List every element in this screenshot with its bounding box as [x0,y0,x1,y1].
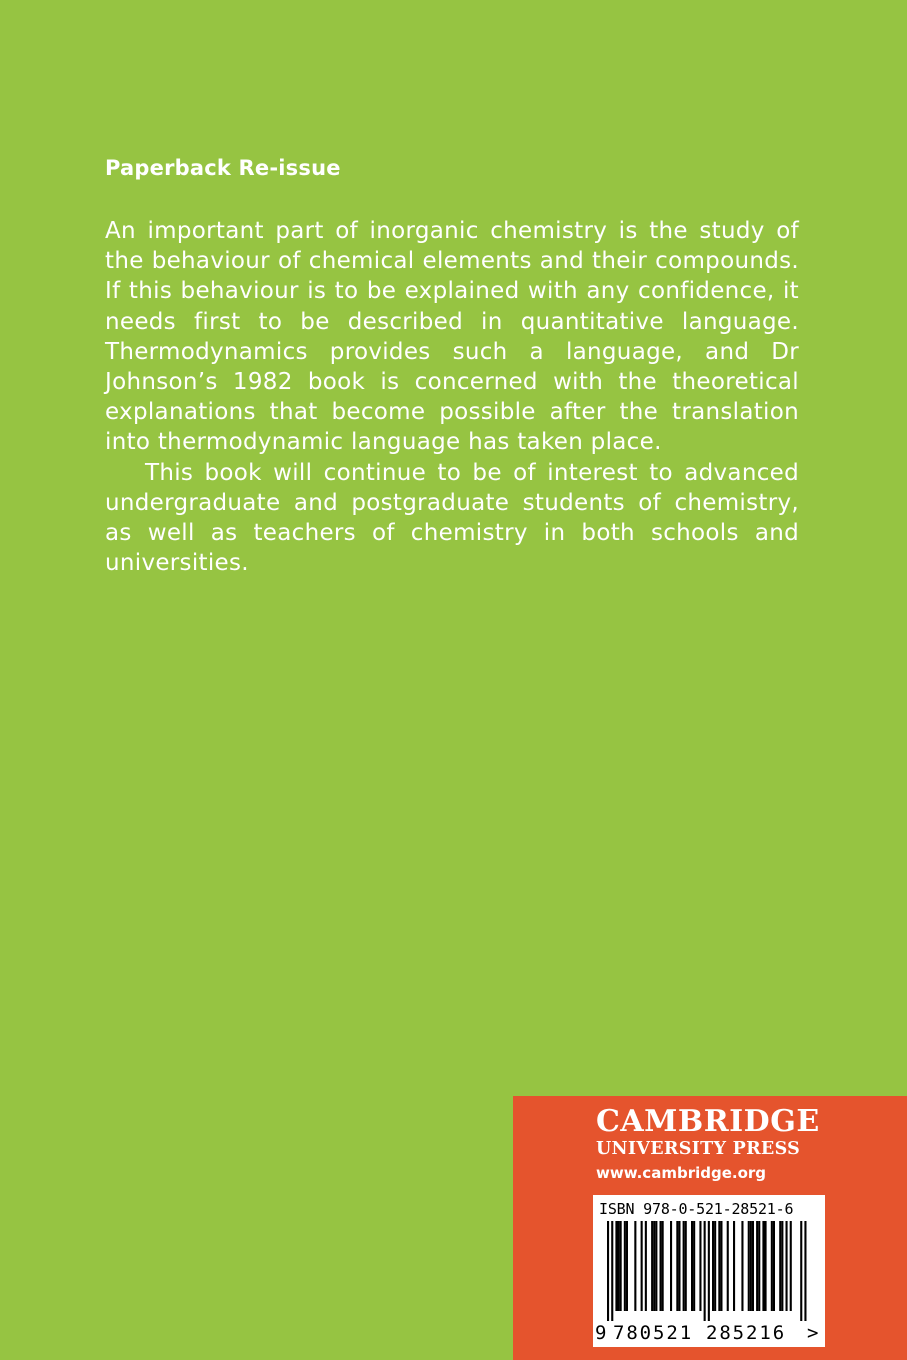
barcode-bar [748,1221,750,1311]
blurb-paragraph-1: An important part of inorganic chemistry is the study of the behaviour of chemical elements and their compounds. If this behaviour is to be explained with any confidence, it needs first to be described in quantitative language. Thermodynamics provides such a language, and Dr Johnson’s 1982 book is concerned with the theoretical explanations that become possible after the translation into thermodynamic language has taken place. [105,218,799,456]
barcode-bar [618,1221,620,1311]
barcode-bar [779,1221,781,1311]
barcode-bar [693,1221,695,1311]
barcode-bar [624,1221,626,1311]
barcode-bar [634,1221,636,1311]
barcode-bar [662,1221,664,1311]
barcode-bar [781,1221,783,1311]
barcode-bar [752,1221,754,1311]
barcode-bar [762,1221,764,1311]
barcode-bar [651,1221,653,1311]
publisher-panel [513,1096,907,1360]
barcode-bar [708,1221,710,1321]
barcode-bar [641,1221,643,1311]
barcode-bar [683,1221,685,1311]
barcode-bar [645,1221,647,1311]
barcode-bar [765,1221,767,1311]
barcode-bar [733,1221,735,1311]
publisher-logo-name: CAMBRIDGE [596,1104,820,1139]
barcode-left-group: 780521 [613,1322,694,1344]
barcode-bar [771,1221,773,1311]
barcode-bar [712,1221,714,1311]
barcode-bar [699,1221,701,1311]
barcode-bar [727,1221,729,1311]
barcode-bar [691,1221,693,1311]
barcode-bars [607,1221,811,1321]
barcode-trailing-mark: > [807,1322,819,1344]
barcode-bar [718,1221,720,1311]
barcode-right-group: 285216 [706,1322,787,1344]
barcode-bar [615,1221,617,1311]
blurb-paragraph-2: This book will continue to be of interest to advanced undergraduate and postgraduate students of chemistry, as well as teachers of chemistry in both schools and universities. [105,459,799,577]
barcode-bar [678,1221,680,1311]
barcode-bar [655,1221,657,1311]
barcode-bar [611,1221,613,1321]
barcode-bar [800,1221,802,1321]
barcode-bar [660,1221,662,1311]
barcode-bar [773,1221,775,1311]
barcode-bar [786,1221,788,1311]
barcode-bar [670,1221,672,1311]
isbn-barcode [593,1195,825,1347]
isbn-label: ISBN 978-0-521-28521-6 [599,1200,794,1218]
barcode-bar [704,1221,706,1321]
barcode-bar [714,1221,716,1311]
barcode-bar [756,1221,758,1311]
barcode-lead-digit: 9 [595,1322,607,1344]
barcode-bar [758,1221,760,1311]
barcode-bar [750,1221,752,1311]
barcode-bar [790,1221,792,1311]
barcode-bar [607,1221,609,1321]
barcode-bar [620,1221,622,1311]
barcode-bar [720,1221,722,1311]
cover-heading: Paperback Re-issue [105,156,341,180]
barcode-bar [653,1221,655,1311]
barcode-bar [685,1221,687,1311]
barcode-bar [804,1221,806,1321]
barcode-bar [676,1221,678,1311]
blurb-text [105,216,799,578]
publisher-url: www.cambridge.org [596,1164,767,1182]
barcode-bar [626,1221,628,1311]
barcode-bar [741,1221,743,1311]
publisher-logo-subtitle: UNIVERSITY PRESS [596,1139,801,1159]
